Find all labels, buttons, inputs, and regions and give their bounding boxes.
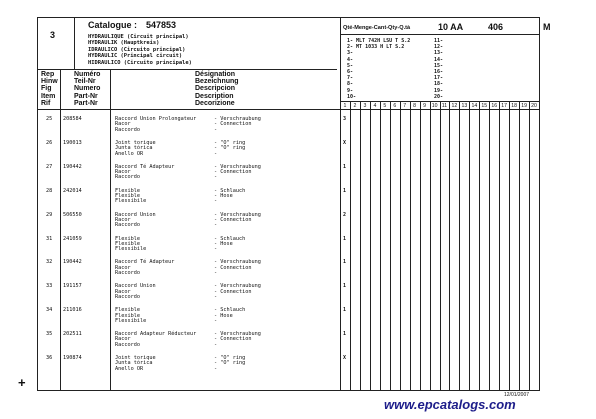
part-translation: - Schlauch <box>214 187 246 194</box>
catalogue-number: 547853 <box>146 20 177 30</box>
model-12: 12- <box>434 44 444 51</box>
part-translation: - Verschraubung <box>214 211 261 218</box>
part-description: Flexible <box>115 307 140 314</box>
part-translation: - <box>214 270 218 276</box>
quantity-model-1: 1 <box>343 163 347 170</box>
part-number: 190442 <box>63 259 82 266</box>
rep-number: 35 <box>46 331 53 338</box>
part-translation: - <box>214 365 218 372</box>
qty-column-number: 3 <box>363 103 367 109</box>
rep-number: 27 <box>46 163 53 170</box>
rep-number: 29 <box>46 211 53 218</box>
qty-column-number: 13 <box>461 103 468 109</box>
model-19: 19- <box>434 87 444 94</box>
part-number: 190442 <box>63 163 82 170</box>
qty-grid-line <box>499 101 500 391</box>
part-description: Flexible <box>115 240 140 247</box>
part-translation: - <box>214 293 218 300</box>
part-description: Racor <box>115 121 131 128</box>
model-6: 6- <box>347 69 354 76</box>
qty-column-number: 5 <box>383 103 387 109</box>
part-description: Racor <box>115 169 131 176</box>
part-number: 242014 <box>63 187 82 194</box>
rep-number: 28 <box>46 187 53 194</box>
rep-number: 33 <box>46 283 53 290</box>
model-18: 18- <box>434 81 444 88</box>
part-translation: - "O" ring <box>214 360 246 367</box>
rep-column-divider <box>60 69 61 391</box>
frame-bottom <box>37 390 540 391</box>
part-translation: - <box>214 246 218 253</box>
model-8: 8- <box>347 81 354 88</box>
qty-header-divider <box>340 34 540 35</box>
title-fr: HYDRAULIQUE (Circuit principal) <box>88 34 189 40</box>
part-description: Raccordo <box>115 174 140 181</box>
part-translation: - Verschraubung <box>214 331 261 338</box>
model-11: 11- <box>434 38 444 44</box>
part-number: 241059 <box>63 235 82 242</box>
qty-grid-line <box>410 101 411 391</box>
model-4: 4- <box>347 56 354 63</box>
qty-column-number: 18 <box>511 103 517 109</box>
flag-letter: M <box>543 22 551 32</box>
part-description: Joint torique <box>115 139 156 146</box>
designation-column-divider <box>340 17 341 391</box>
part-description: Junta tórica <box>115 145 153 152</box>
model-code: 10 AA <box>438 22 464 32</box>
frame-right <box>539 17 540 391</box>
model-list-right <box>434 38 443 100</box>
part-number: 190874 <box>63 355 82 361</box>
part-description: Raccord Té Adapteur <box>115 163 175 170</box>
qty-column-number: 17 <box>501 103 508 109</box>
part-translation: - Schlauch <box>214 235 246 242</box>
part-translation: - "O" ring <box>214 355 246 361</box>
title-es: HIDRAULICO (Circuito principale) <box>88 59 192 66</box>
part-translation: - <box>214 198 218 205</box>
qty-column-number: 2 <box>353 103 357 109</box>
page-date: 12/01/2007 <box>504 392 530 398</box>
title-de: HYDRAULIK (Hauptkreis) <box>88 40 160 47</box>
qty-column-number: 4 <box>373 103 377 109</box>
qty-column-number: 19 <box>521 103 527 109</box>
part-number: 211016 <box>63 307 82 314</box>
quantity-model-1: 1 <box>343 187 347 194</box>
quantity-model-1: X <box>343 355 347 361</box>
qty-grid-line <box>459 101 460 391</box>
part-description: Raccordo <box>115 270 140 276</box>
model-2: 2- MT 1033 H LT S.2 <box>347 44 405 51</box>
rep-number: 32 <box>46 259 53 266</box>
part-column-divider <box>110 69 111 391</box>
qty-column-number: 1 <box>343 103 347 109</box>
rep-number: 26 <box>46 139 53 146</box>
qty-grid-line <box>479 101 480 391</box>
plus-mark: + <box>18 375 26 390</box>
part-description: Anello OR <box>115 150 144 157</box>
qty-column-number: 8 <box>413 103 417 109</box>
quantity-model-1: 1 <box>343 259 347 266</box>
quantity-model-1: 1 <box>343 235 347 242</box>
part-translation: - <box>214 222 218 229</box>
group-code: 406 <box>488 22 504 32</box>
part-description: Flessibile <box>115 198 147 205</box>
part-description: Raccord Adapteur Réducteur <box>115 331 197 338</box>
qty-grid-line <box>380 101 381 391</box>
model-5: 5- <box>347 62 354 69</box>
part-translation: - <box>214 341 218 348</box>
title-en: HYDRAULIC (Principal circuit) <box>88 53 183 60</box>
model-10: 10- <box>347 93 357 100</box>
quantity-model-1: 1 <box>343 307 347 314</box>
part-translation: - Connection <box>214 169 252 176</box>
part-description: Junta tórica <box>115 360 153 367</box>
part-description: Raccordo <box>115 341 140 348</box>
quantity-model-1: 3 <box>343 116 347 122</box>
quantity-model-1: 1 <box>343 331 347 338</box>
model-14: 14- <box>434 56 444 63</box>
part-number: 202511 <box>63 331 82 338</box>
part-number: 191157 <box>63 283 82 290</box>
qty-column-number: 14 <box>471 103 478 109</box>
qty-column-number: 6 <box>393 103 397 109</box>
qty-grid-line <box>449 101 450 391</box>
qty-grid-line <box>390 101 391 391</box>
part-translation: - Verschraubung <box>214 163 261 170</box>
qty-column-number: 16 <box>491 103 498 109</box>
frame-top <box>37 17 540 18</box>
part-translation: - <box>214 126 218 133</box>
part-translation: - Schlauch <box>214 307 246 314</box>
part-translation: - <box>214 150 218 157</box>
model-list <box>347 38 410 100</box>
part-translation: - Connection <box>214 336 252 343</box>
part-description: Raccord Union Prolongateur <box>115 116 197 122</box>
part-translation: - Hose <box>214 312 233 319</box>
part-description: Flexible <box>115 312 140 319</box>
column-header-divider <box>37 109 540 110</box>
qty-grid-line <box>400 101 401 391</box>
qty-header: Qté-Menge-Cant-Qty-Q.tà <box>343 25 411 31</box>
quantity-model-1: 1 <box>343 283 347 290</box>
model-7: 7- <box>347 75 354 82</box>
quantity-model-1: X <box>343 139 347 146</box>
rep-column-header: Rep Hinw Fig Item Rif <box>41 71 58 107</box>
model-17: 17- <box>434 75 444 82</box>
title-it: IDRAULICO (Circuito principal) <box>88 46 186 53</box>
model-1: 1- MLT 742H LSU T S.2 <box>347 38 411 44</box>
part-description: Joint torique <box>115 355 156 361</box>
qty-column-number: 12 <box>451 103 458 109</box>
section-titles <box>88 34 192 66</box>
qty-column-number: 7 <box>403 103 407 109</box>
part-translation: - Connection <box>214 121 252 128</box>
part-description: Flessibile <box>115 246 147 253</box>
model-3: 3- <box>347 50 354 57</box>
part-translation: - Hose <box>214 193 233 199</box>
model-9: 9- <box>347 87 354 94</box>
part-description: Racor <box>115 336 131 343</box>
qty-grid-line <box>440 101 441 391</box>
part-description: Racor <box>115 216 131 223</box>
part-description: Raccordo <box>115 126 140 133</box>
model-13: 13- <box>434 50 444 57</box>
frame-left <box>37 17 38 391</box>
part-number: 208584 <box>63 116 82 122</box>
part-translation: - Verschraubung <box>214 116 261 122</box>
part-description: Raccord Union <box>115 211 156 218</box>
part-translation: - Verschraubung <box>214 283 261 290</box>
part-description: Raccordo <box>115 293 140 300</box>
qty-column-number: 11 <box>441 103 448 109</box>
rep-number: 34 <box>46 307 53 314</box>
qty-grid-line <box>370 101 371 391</box>
qty-grid-line <box>469 101 470 391</box>
qty-column-number: 15 <box>481 103 488 109</box>
part-translation: - "O" ring <box>214 139 246 146</box>
qty-grid-line <box>360 101 361 391</box>
part-description: Raccordo <box>115 222 140 229</box>
part-description: Flexible <box>115 193 140 199</box>
qty-grid-line <box>519 101 520 391</box>
part-translation: - "O" ring <box>214 145 246 152</box>
rep-number: 36 <box>46 355 53 361</box>
part-translation: - Connection <box>214 216 252 223</box>
part-description: Flexible <box>115 187 140 194</box>
model-20: 20- <box>434 93 444 100</box>
part-number-column-header: Numéro Teil-Nr Numero Part-Nr Part-Nr <box>74 71 101 107</box>
part-description: Raccord Té Adapteur <box>115 259 175 266</box>
part-description: Racor <box>115 288 131 295</box>
rep-number: 25 <box>46 116 53 122</box>
qty-grid-line <box>509 101 510 391</box>
part-description: Raccord Union <box>115 283 156 290</box>
catalogue-label: Catalogue : <box>88 20 138 30</box>
part-translation: - Hose <box>214 240 233 247</box>
part-number: 190013 <box>63 139 82 146</box>
qty-column-number: 20 <box>531 103 537 109</box>
quantity-model-1: 2 <box>343 211 347 218</box>
qty-grid-line <box>529 101 530 391</box>
part-description: Racor <box>115 264 131 271</box>
page-number-divider <box>74 17 75 69</box>
part-translation: - Connection <box>214 288 252 295</box>
part-description: Anello OR <box>115 365 144 372</box>
page-number: 3 <box>50 30 56 40</box>
watermark: www.epcatalogs.com <box>384 397 516 412</box>
part-translation: - Connection <box>214 264 252 271</box>
header-divider <box>37 69 337 70</box>
rep-number: 31 <box>46 235 53 242</box>
qty-grid-line <box>489 101 490 391</box>
qty-column-number: 10 <box>431 103 438 109</box>
qty-column-number: 9 <box>423 103 427 109</box>
part-translation: - Verschraubung <box>214 259 261 266</box>
qty-grid-line <box>430 101 431 391</box>
qty-grid-line <box>350 101 351 391</box>
designation-column-header: Désignation Bezeichnung Descripcion Description Decorizione <box>195 71 239 107</box>
part-translation: - <box>214 174 218 181</box>
model-16: 16- <box>434 69 444 76</box>
part-number: 506550 <box>63 211 82 218</box>
model-15: 15- <box>434 62 444 69</box>
part-description: Flessibile <box>115 317 147 324</box>
qty-grid-line <box>420 101 421 391</box>
part-description: Flexible <box>115 235 140 242</box>
part-translation: - <box>214 317 218 324</box>
